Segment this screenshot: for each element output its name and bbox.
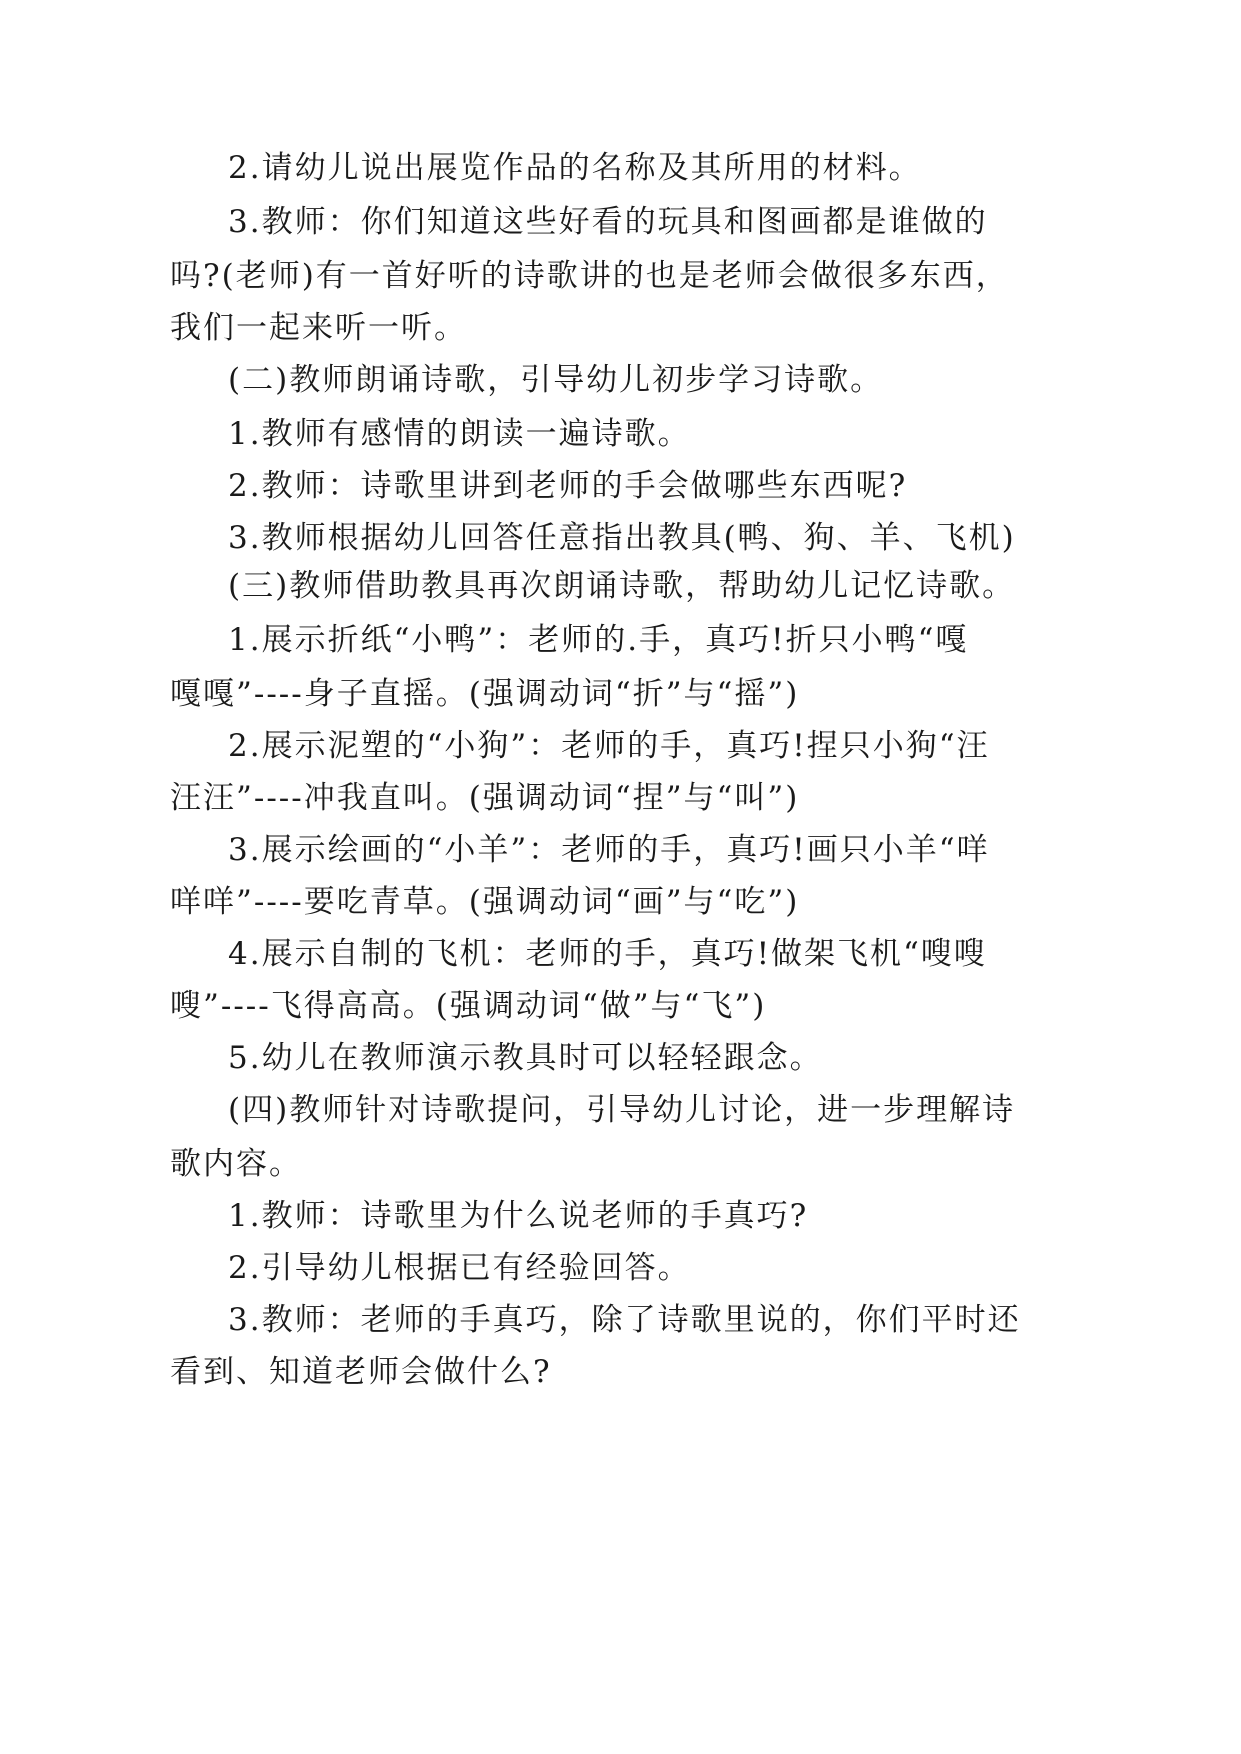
- text-line: 看到、知道老师会做什么?: [170, 1354, 552, 1390]
- text-line: (四)教师针对诗歌提问，引导幼儿讨论，进一步理解诗: [228, 1092, 1016, 1128]
- text-line: 4.展示自制的飞机：老师的手，真巧!做架飞机“嗖嗖: [228, 936, 987, 972]
- text-line: 嗖”----飞得高高。(强调动词“做”与“飞”): [170, 988, 767, 1024]
- text-line: 吗?(老师)有一首好听的诗歌讲的也是老师会做很多东西，: [170, 258, 1009, 294]
- text-line: 1.教师有感情的朗读一遍诗歌。: [228, 416, 691, 452]
- text-line: (三)教师借助教具再次朗诵诗歌，帮助幼儿记忆诗歌。: [228, 568, 1016, 604]
- text-line: (二)教师朗诵诗歌，引导幼儿初步学习诗歌。: [228, 362, 884, 398]
- text-line: 2.教师：诗歌里讲到老师的手会做哪些东西呢?: [228, 468, 908, 504]
- text-line: 3.教师：你们知道这些好看的玩具和图画都是谁做的: [228, 204, 988, 240]
- text-line: 3.教师：老师的手真巧，除了诗歌里说的，你们平时还: [228, 1302, 1021, 1338]
- text-line: 嘎嘎”----身子直摇。(强调动词“折”与“摇”): [170, 676, 800, 712]
- text-line: 咩咩”----要吃青草。(强调动词“画”与“吃”): [170, 884, 800, 920]
- text-line: 2.展示泥塑的“小狗”：老师的手，真巧!捏只小狗“汪: [228, 728, 990, 764]
- text-line: 我们一起来听一听。: [170, 310, 467, 346]
- text-line: 3.教师根据幼儿回答任意指出教具(鸭、狗、羊、飞机): [228, 520, 1016, 556]
- text-line: 2.请幼儿说出展览作品的名称及其所用的材料。: [228, 150, 922, 186]
- text-line: 2.引导幼儿根据已有经验回答。: [228, 1250, 691, 1286]
- text-line: 歌内容。: [170, 1146, 302, 1182]
- text-line: 5.幼儿在教师演示教具时可以轻轻跟念。: [228, 1040, 823, 1076]
- text-line: 1.展示折纸“小鸭”：老师的.手，真巧!折只小鸭“嘎: [228, 622, 969, 658]
- text-line: 汪汪”----冲我直叫。(强调动词“捏”与“叫”): [170, 780, 800, 816]
- text-line: 1.教师：诗歌里为什么说老师的手真巧?: [228, 1198, 809, 1234]
- text-line: 3.展示绘画的“小羊”：老师的手，真巧!画只小羊“咩: [228, 832, 990, 868]
